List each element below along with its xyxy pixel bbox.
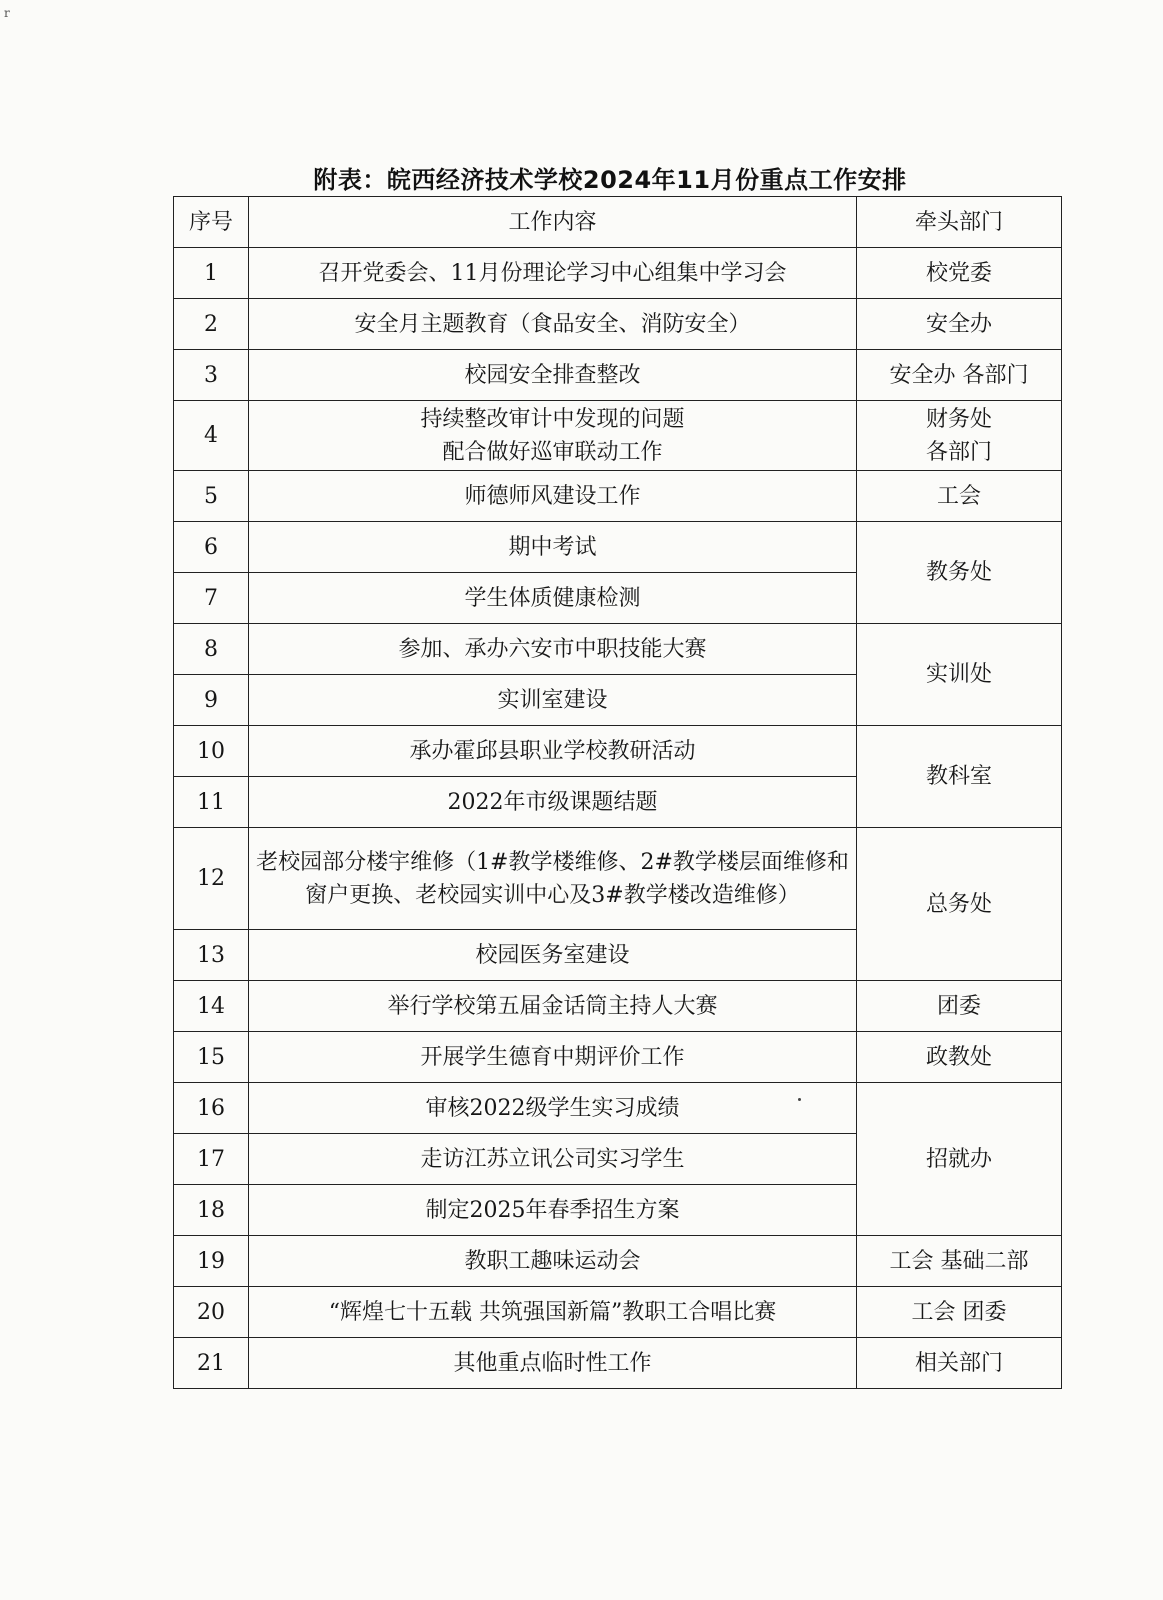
row-no: 12 <box>174 828 249 930</box>
row-dept: 团委 <box>857 981 1062 1032</box>
table-row <box>174 1338 1062 1389</box>
row-dept: 政教处 <box>857 1032 1062 1083</box>
row-no: 10 <box>174 726 249 777</box>
row-content: 实训室建设 <box>249 675 857 726</box>
row-content: 参加、承办六安市中职技能大赛 <box>249 624 857 675</box>
row-dept-line: 各部门 <box>925 439 992 465</box>
row-dept: 教务处 <box>857 522 1062 624</box>
row-content <box>249 401 857 471</box>
row-no: 18 <box>174 1185 249 1236</box>
row-content: 其他重点临时性工作 <box>249 1338 857 1389</box>
row-content: 教职工趣味运动会 <box>249 1236 857 1287</box>
row-dept: 安全办 各部门 <box>857 350 1062 401</box>
table-row <box>174 1287 1062 1338</box>
row-no: 21 <box>174 1338 249 1389</box>
row-no: 15 <box>174 1032 249 1083</box>
row-no: 14 <box>174 981 249 1032</box>
table-row <box>174 1032 1062 1083</box>
row-dept: 实训处 <box>857 624 1062 726</box>
row-no: 19 <box>174 1236 249 1287</box>
row-content: 2022年市级课题结题 <box>249 777 857 828</box>
table-row <box>174 471 1062 522</box>
row-dept: 校党委 <box>857 248 1062 299</box>
table-row <box>174 299 1062 350</box>
table-row <box>174 981 1062 1032</box>
table-row <box>174 401 1062 471</box>
row-content-line: 配合做好巡审联动工作 <box>442 439 663 465</box>
row-content: 校园安全排查整改 <box>249 350 857 401</box>
table-row <box>174 248 1062 299</box>
row-no: 5 <box>174 471 249 522</box>
row-content: 期中考试 <box>249 522 857 573</box>
table-row <box>174 1083 1062 1134</box>
row-content: 走访江苏立讯公司实习学生 <box>249 1134 857 1185</box>
row-content: 老校园部分楼宇维修（1#教学楼维修、2#教学楼层面维修和窗户更换、老校园实训中心及3#教学楼改造维修） <box>249 828 857 930</box>
row-dept: 安全办 <box>857 299 1062 350</box>
table-row <box>174 828 1062 930</box>
row-content: 校园医务室建设 <box>249 930 857 981</box>
row-content: 安全月主题教育（食品安全、消防安全） <box>249 299 857 350</box>
row-dept: 教科室 <box>857 726 1062 828</box>
row-content: 承办霍邱县职业学校教研活动 <box>249 726 857 777</box>
row-dept-line: 财务处 <box>925 406 992 432</box>
table-row <box>174 522 1062 573</box>
row-no: 16 <box>174 1083 249 1134</box>
row-content: 师德师风建设工作 <box>249 471 857 522</box>
corner-scan-mark: r <box>4 6 10 20</box>
row-dept: 总务处 <box>857 828 1062 981</box>
row-dept: 工会 基础二部 <box>857 1236 1062 1287</box>
row-content: 开展学生德育中期评价工作 <box>249 1032 857 1083</box>
row-no: 1 <box>174 248 249 299</box>
row-dept <box>857 401 1062 471</box>
row-no: 13 <box>174 930 249 981</box>
row-dept: 工会 团委 <box>857 1287 1062 1338</box>
table-row <box>174 726 1062 777</box>
row-no: 2 <box>174 299 249 350</box>
row-no: 9 <box>174 675 249 726</box>
row-no: 4 <box>174 401 249 471</box>
table-row <box>174 1236 1062 1287</box>
row-content: 学生体质健康检测 <box>249 573 857 624</box>
row-no: 17 <box>174 1134 249 1185</box>
row-no: 8 <box>174 624 249 675</box>
row-dept: 工会 <box>857 471 1062 522</box>
row-no: 11 <box>174 777 249 828</box>
header-dept: 牵头部门 <box>857 197 1062 248</box>
row-content: 审核2022级学生实习成绩 <box>249 1083 857 1134</box>
table-header-row <box>174 197 1062 248</box>
table-row <box>174 350 1062 401</box>
header-content: 工作内容 <box>249 197 857 248</box>
row-no: 7 <box>174 573 249 624</box>
table-row <box>174 624 1062 675</box>
row-no: 20 <box>174 1287 249 1338</box>
row-content: “辉煌七十五载 共筑强国新篇”教职工合唱比赛 <box>249 1287 857 1338</box>
row-content: 举行学校第五届金话筒主持人大赛 <box>249 981 857 1032</box>
row-no: 6 <box>174 522 249 573</box>
row-dept: 相关部门 <box>857 1338 1062 1389</box>
row-content: 制定2025年春季招生方案 <box>249 1185 857 1236</box>
row-dept: 招就办 <box>857 1083 1062 1236</box>
row-content-line: 持续整改审计中发现的问题 <box>420 406 685 432</box>
page-title: 附表：皖西经济技术学校2024年11月份重点工作安排 <box>313 166 907 194</box>
row-no: 3 <box>174 350 249 401</box>
header-no: 序号 <box>174 197 249 248</box>
work-schedule-table <box>173 196 1062 1389</box>
row-content: 召开党委会、11月份理论学习中心组集中学习会 <box>249 248 857 299</box>
